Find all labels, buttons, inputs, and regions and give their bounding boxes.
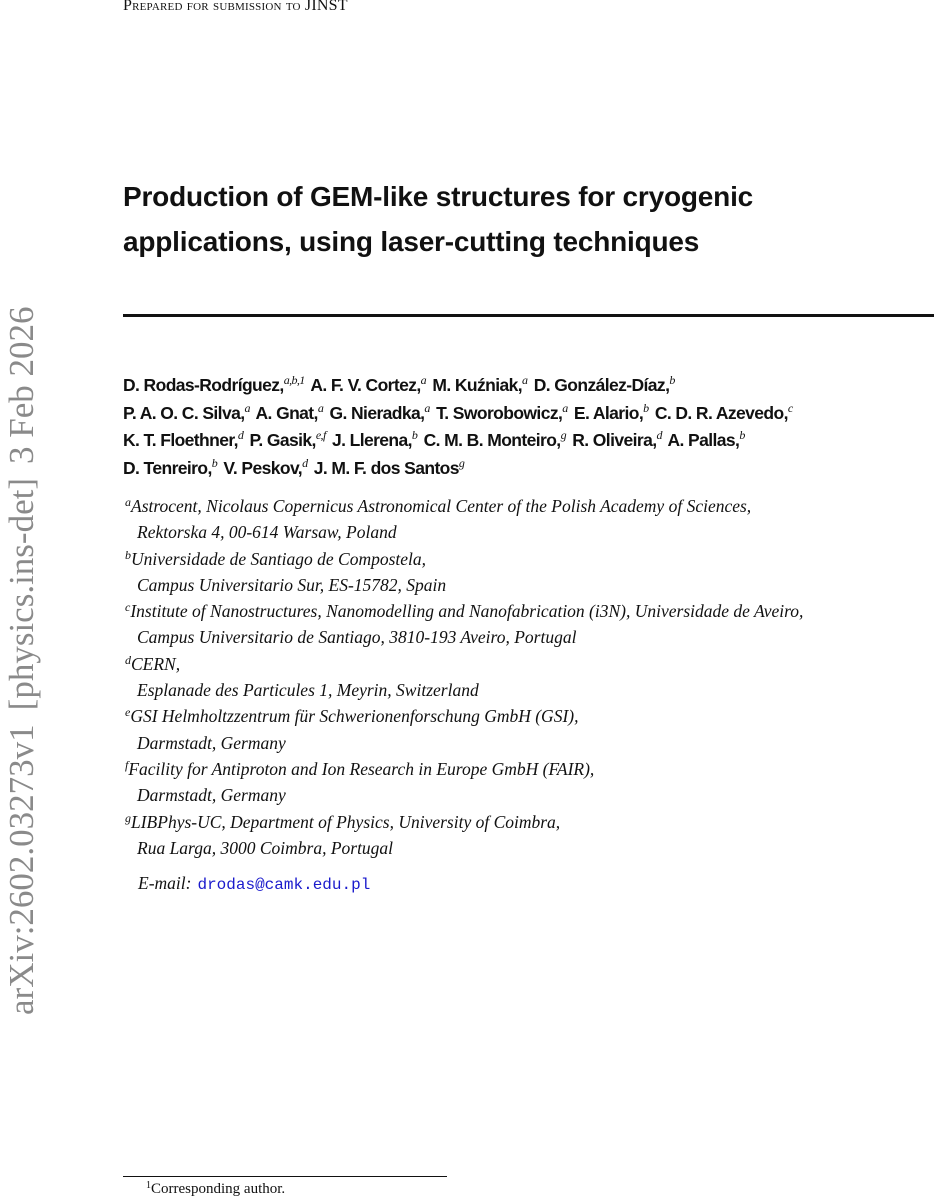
author-name: A. Pallas, (667, 430, 740, 450)
author-name: D. Rodas-Rodríguez, (123, 375, 284, 395)
arxiv-category: [physics.ins-det] (2, 478, 41, 711)
affiliation (125, 651, 803, 704)
author-name: G. Nieradka, (329, 402, 425, 423)
arxiv-date: 3 Feb 2026 (2, 306, 41, 464)
affiliation-letter: c (125, 600, 131, 615)
paper-title: Production of GEM-like structures for cryogenic applications, using laser-cutting techniques (123, 181, 754, 257)
affiliation-letter: d (125, 652, 131, 667)
author-affiliation-mark: b (411, 428, 418, 442)
author-name: P. A. O. C. Silva, (123, 402, 245, 423)
affiliation-address: Campus Universitario Sur, ES-15782, Spain (137, 574, 447, 595)
affiliation-address: Esplanade des Particules 1, Meyrin, Switzerland (137, 680, 479, 701)
author-line (123, 400, 934, 428)
author-affiliation-mark: a (420, 373, 427, 387)
affiliation-line1 (125, 598, 803, 624)
author-affiliation-mark: g (458, 455, 465, 470)
author-affiliation-mark: a (562, 400, 568, 415)
author-affiliation-mark: b (643, 400, 649, 415)
author-affiliation-mark: b (669, 373, 675, 387)
author-name: D. González-Díaz, (533, 375, 670, 395)
affiliation-letter: f (125, 757, 129, 772)
author-affiliation-mark: a (522, 373, 528, 387)
affiliation-address: Rektorska 4, 00-614 Warsaw, Poland (137, 522, 397, 543)
affiliation-institution: LIBPhys-UC, Department of Physics, University of Coimbra, (131, 811, 561, 832)
affiliation (125, 756, 803, 809)
author-name: T. Sworobowicz, (436, 402, 563, 423)
affiliation-line1 (125, 809, 803, 835)
affiliation-address: Campus Universitario de Santiago, 3810-193 Aveiro, Portugal (137, 627, 577, 648)
author-affiliation-mark: d (237, 428, 244, 442)
author-line (123, 427, 934, 455)
email-label: E-mail: (138, 873, 192, 893)
author-name: R. Oliveira, (572, 430, 657, 450)
author-name: A. Gnat, (255, 402, 318, 423)
affiliation-institution: Astrocent, Nicolaus Copernicus Astronomical Center of the Polish Academy of Sciences, (131, 496, 752, 516)
affiliation-institution: GSI Helmholtzzentrum für Schwerionenforschung GmbH (GSI), (130, 706, 579, 727)
author-affiliation-mark: a,b,1 (283, 373, 305, 387)
author-name: D. Tenreiro, (123, 457, 212, 478)
email-line (138, 873, 370, 894)
affiliation-institution: Universidade de Santiago de Compostela, (131, 548, 427, 569)
author-affiliation-mark: d (302, 455, 308, 470)
author-affiliation-mark: b (739, 428, 745, 442)
affiliation-letter: a (125, 495, 131, 509)
author-affiliation-mark: c (787, 400, 793, 415)
footnote (146, 1181, 285, 1198)
affiliation (125, 809, 803, 862)
affiliation-institution: CERN, (131, 653, 181, 674)
arxiv-id[interactable]: arXiv:2602.03273v1 (2, 724, 41, 1015)
footnote-rule (123, 1176, 447, 1177)
author-line (123, 372, 934, 400)
affiliation-line1 (125, 651, 803, 677)
author-name: C. M. B. Monteiro, (423, 430, 561, 450)
affiliation-address: Rua Larga, 3000 Coimbra, Portugal (137, 837, 394, 858)
author-name: K. T. Floethner, (123, 430, 238, 450)
affiliation-address: Darmstadt, Germany (137, 785, 286, 806)
footnote-text: Corresponding author. (151, 1181, 286, 1197)
affiliation-letter: e (125, 705, 131, 720)
author-affiliation-mark: a (424, 400, 430, 415)
affiliation-institution: Institute of Nanostructures, Nanomodelling and Nanofabrication (i3N), Universidade de Aveiro, (130, 601, 804, 622)
affiliation-list (125, 493, 803, 861)
author-affiliation-mark: e,f (315, 428, 326, 442)
affiliation-letter: b (125, 547, 131, 562)
affiliation (125, 493, 803, 546)
affiliation (125, 598, 803, 651)
affiliation-line1 (125, 493, 803, 519)
author-name: J. Llerena, (331, 430, 412, 450)
title-rule (123, 314, 934, 317)
affiliation (125, 546, 803, 599)
author-name: C. D. R. Azevedo, (654, 402, 788, 423)
footnote-mark: 1 (146, 1180, 151, 1191)
affiliation-institution: Facility for Antiproton and Ion Research in Europe GmbH (FAIR), (128, 758, 595, 779)
author-name: M. Kuźniak, (432, 375, 523, 395)
author-name: J. M. F. dos Santos (313, 457, 459, 478)
affiliation (125, 703, 803, 756)
author-name: E. Alario, (573, 402, 644, 423)
author-line (123, 455, 934, 483)
author-affiliation-mark: g (560, 428, 566, 442)
author-name: V. Peskov, (223, 457, 303, 478)
affiliation-letter: g (125, 810, 131, 825)
email-link[interactable]: drodas@camk.edu.pl (197, 876, 371, 894)
affiliation-line1 (125, 756, 803, 782)
affiliation-line1 (125, 703, 803, 729)
affiliation-address: Darmstadt, Germany (137, 732, 286, 753)
journal-header: Prepared for submission to JINST (123, 0, 348, 14)
author-name: P. Gasik, (249, 430, 316, 450)
affiliation-line1 (125, 546, 803, 572)
author-affiliation-mark: d (656, 428, 662, 442)
author-affiliation-mark: a (244, 400, 250, 415)
author-list (123, 372, 934, 482)
author-affiliation-mark: b (211, 455, 218, 470)
arxiv-stamp (2, 235, 42, 1015)
author-name: A. F. V. Cortez, (310, 375, 421, 395)
author-affiliation-mark: a (317, 400, 324, 415)
